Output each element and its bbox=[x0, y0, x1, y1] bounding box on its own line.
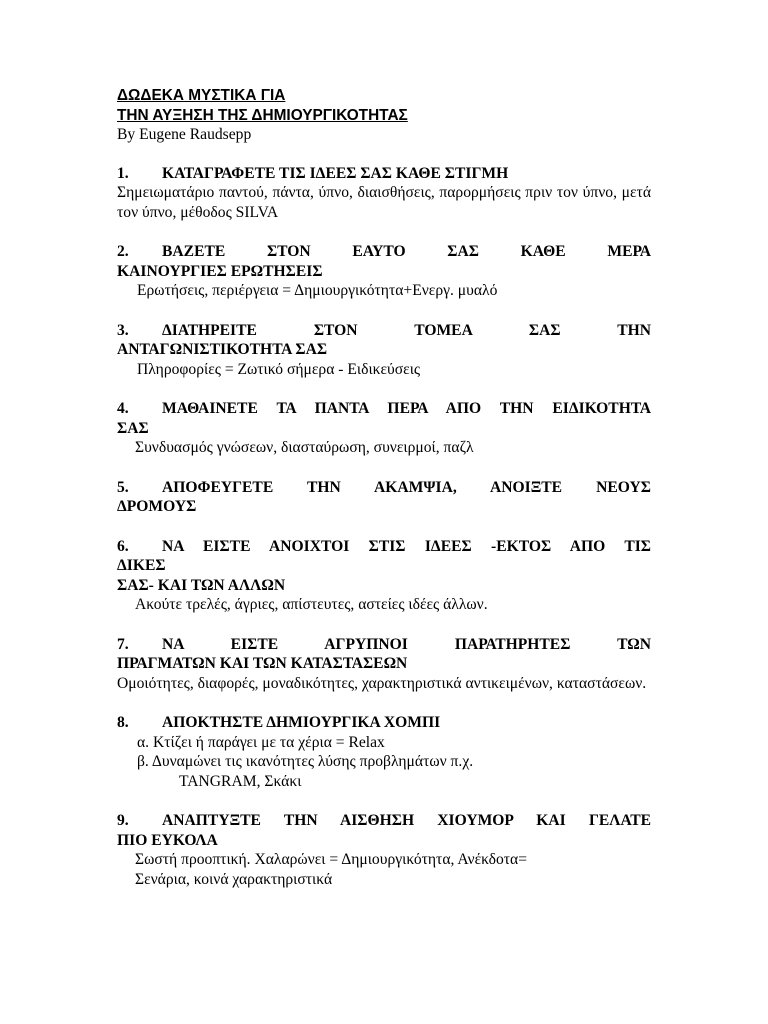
section-body: Ερωτήσεις, περιέργεια = Δημιουργικότητα+Ενεργ. μυαλό bbox=[137, 282, 498, 299]
section-9 bbox=[117, 811, 651, 889]
section-body: Συνδυασμός γνώσεων, διασταύρωση, συνειρμοί, παζλ bbox=[135, 439, 474, 456]
sub-item-continuation: TANGRAM, Σκάκι bbox=[179, 772, 302, 790]
document-content bbox=[117, 86, 651, 909]
sub-item: α. Κτίζει ή παράγει με τα χέρια = Relax bbox=[137, 733, 385, 751]
section-number: 8. bbox=[117, 714, 129, 731]
heading-text: ΚΑΤΑΓΡΑΦΕΤΕ ΤΙΣ ΙΔΕΕΣ ΣΑΣ ΚΑΘΕ ΣΤΙΓΜΗ bbox=[162, 164, 509, 182]
section-heading bbox=[117, 713, 651, 733]
section-4 bbox=[117, 399, 651, 458]
heading-continuation: ΚΑΙΝΟΥΡΓΙΕΣ ΕΡΩΤΗΣΕΙΣ bbox=[117, 262, 323, 280]
section-body: Ομοιότητες, διαφορές, μοναδικότητες, χαρακτηριστικά αντικειμένων, καταστάσεων. bbox=[117, 674, 647, 692]
section-6 bbox=[117, 537, 651, 615]
heading-continuation: ΣΑΣ- ΚΑΙ ΤΩΝ ΑΛΛΩΝ bbox=[117, 576, 286, 594]
heading-text: ΒΑΖΕΤΕ ΣΤΟΝ ΕΑΥΤΟ ΣΑΣ ΚΑΘΕ ΜΕΡΑ bbox=[162, 243, 651, 260]
section-number: 3. bbox=[117, 321, 129, 339]
section-body: Σωστή προοπτική. Χαλαρώνει = Δημιουργικότητα, Ανέκδοτα= bbox=[135, 851, 528, 868]
section-number: 1. bbox=[117, 164, 129, 182]
heading-text: ΝΑ ΕΙΣΤΕ ΑΝΟΙΧΤΟΙ ΣΤΙΣ ΙΔΕΕΣ -ΕΚΤΟΣ ΑΠΟ ΤΙΣ bbox=[162, 537, 651, 555]
heading-continuation: ΑΝΤΑΓΩΝΙΣΤΙΚΟΤΗΤΑ ΣΑΣ bbox=[117, 341, 328, 358]
heading-text: ΑΠΟΚΤΗΣΤΕ ΔΗΜΙΟΥΡΓΙΚΑ ΧΟΜΠΙ bbox=[162, 714, 441, 731]
heading-text: ΝΑ ΕΙΣΤΕ ΑΓΡΥΠΝΟΙ ΠΑΡΑΤΗΡΗΤΕΣ ΤΩΝ bbox=[162, 635, 651, 653]
section-heading bbox=[117, 811, 651, 831]
section-heading bbox=[117, 537, 651, 557]
section-heading bbox=[117, 478, 651, 498]
section-body: Σημειωματάριο παντού, πάντα, ύπνο, διαισθήσεις, παρορμήσεις πριν τον ύπνο, μετά τον ύπνο, μέθοδος SILVA bbox=[117, 184, 651, 221]
section-7 bbox=[117, 635, 651, 694]
section-body: Πληροφορίες = Ζωτικό σήμερα - Ειδικεύσεις bbox=[137, 360, 421, 378]
heading-continuation: ΠΡΑΓΜΑΤΩΝ ΚΑΙ ΤΩΝ ΚΑΤΑΣΤΑΣΕΩΝ bbox=[117, 655, 408, 672]
heading-text: ΑΠΟΦΕΥΓΕΤΕ ΤΗΝ ΑΚΑΜΨΙΑ, ΑΝΟΙΞΤΕ ΝΕΟΥΣ bbox=[162, 478, 651, 496]
heading-continuation: ΠΙΟ ΕΥΚΟΛΑ bbox=[117, 831, 218, 849]
section-number: 4. bbox=[117, 400, 129, 417]
heading-text: ΔΙΑΤΗΡΕΙΤΕ ΣΤΟΝ ΤΟΜΕΑ ΣΑΣ ΤΗΝ bbox=[162, 321, 651, 339]
author-line: By Eugene Raudsepp bbox=[117, 126, 252, 143]
title-line-1: ΔΩΔΕΚΑ ΜΥΣΤΙΚΑ ΓΙΑ bbox=[117, 87, 286, 104]
section-heading bbox=[117, 321, 651, 341]
section-5 bbox=[117, 478, 651, 517]
heading-continuation: ΔΙΚΕΣ bbox=[117, 557, 166, 574]
sub-item: β. Δυναμώνει τις ικανότητες λύσης προβλημάτων π.χ. bbox=[137, 753, 474, 770]
section-number: 6. bbox=[117, 537, 129, 555]
heading-continuation: ΣΑΣ bbox=[117, 419, 149, 437]
section-number: 5. bbox=[117, 478, 129, 496]
heading-text: ΑΝΑΠΤΥΞΤΕ ΤΗΝ ΑΙΣΘΗΣΗ ΧΙΟΥΜΟΡ ΚΑΙ ΓΕΛΑΤΕ bbox=[162, 812, 651, 829]
section-heading bbox=[117, 635, 651, 655]
section-2 bbox=[117, 242, 651, 301]
section-1 bbox=[117, 164, 651, 223]
section-heading bbox=[117, 164, 651, 184]
heading-text: ΜΑΘΑΙΝΕΤΕ ΤΑ ΠΑΝΤΑ ΠΕΡΑ ΑΠΟ ΤΗΝ ΕΙΔΙΚΟΤΗΤΑ bbox=[162, 400, 651, 417]
section-heading bbox=[117, 399, 651, 419]
title-line-2: ΤΗΝ ΑΥΞΗΣΗ ΤΗΣ ΔΗΜΙΟΥΡΓΙΚΟΤΗΤΑΣ bbox=[117, 106, 408, 124]
heading-continuation: ΔΡΟΜΟΥΣ bbox=[117, 498, 197, 515]
section-number: 7. bbox=[117, 635, 129, 653]
section-body: Ακούτε τρελές, άγριες, απίστευτες, αστείες ιδέες άλλων. bbox=[135, 596, 488, 613]
section-number: 2. bbox=[117, 243, 129, 260]
section-body: Σενάρια, κοινά χαρακτηριστικά bbox=[135, 870, 333, 888]
section-3 bbox=[117, 321, 651, 380]
section-number: 9. bbox=[117, 812, 129, 829]
section-8 bbox=[117, 713, 651, 791]
section-heading bbox=[117, 242, 651, 262]
